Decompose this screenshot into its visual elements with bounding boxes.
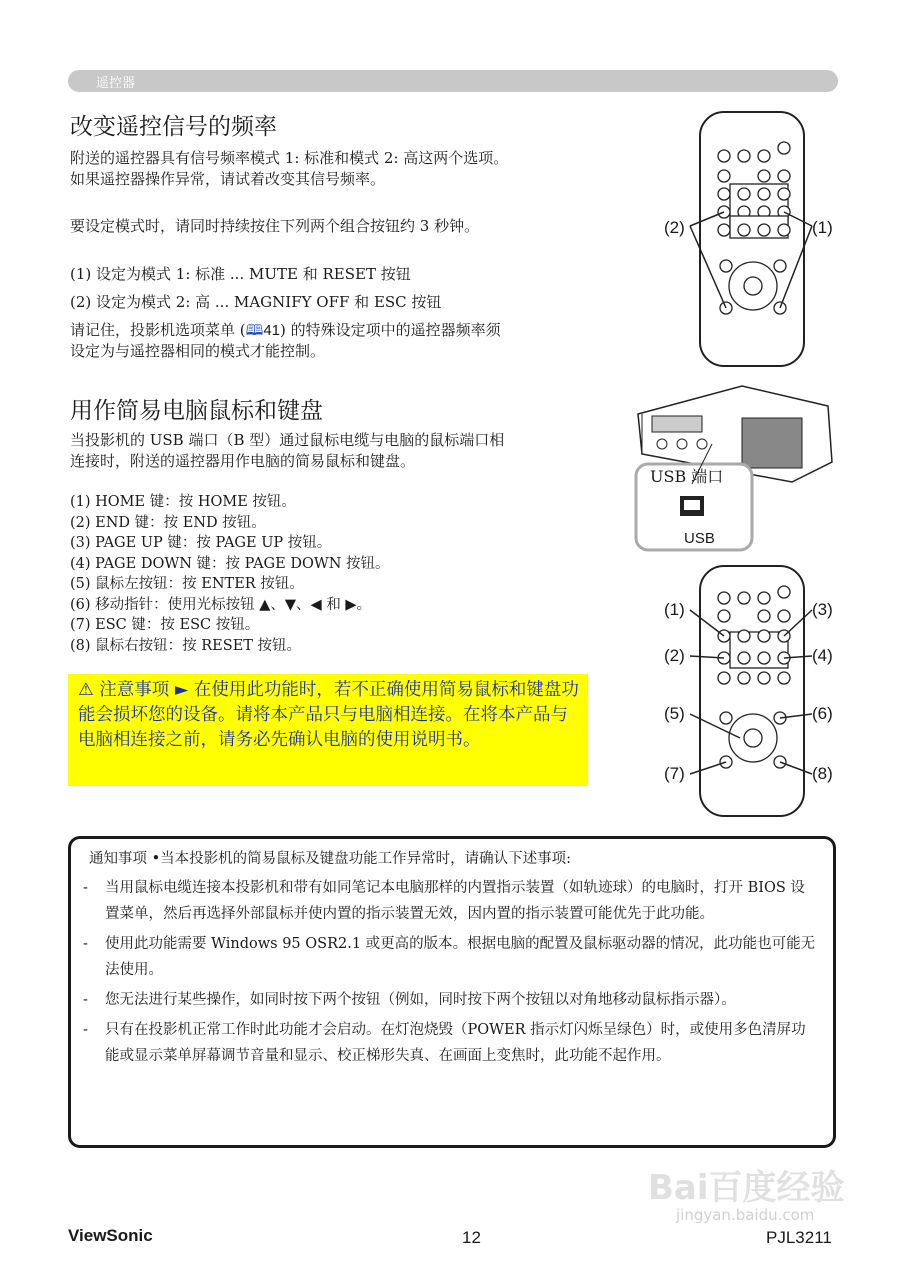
list-item: (2) END 键：按 END 按钮。 [70,514,266,531]
page-reference-link[interactable]: 41 [263,322,280,339]
section1-paragraph1: 附送的遥控器具有信号频率模式 1: 标准和模式 2: 高这两个选项。如果遥控器操作异常，请试着改变其信号频率。 [70,149,509,188]
book-icon: 🕮 [245,321,264,339]
notice-title: 通知事项 •当本投影机的简易鼠标及键盘功能工作异常时，请确认下述事项: [89,851,572,867]
section1-title: 改变遥控信号的频率 [70,114,277,140]
notice-item: - 使用此功能需要 Windows 95 OSR2.1 或更高的版本。根据电脑的配置及鼠标驱动器的情况，此功能也可能无法使用。 [83,936,816,978]
baidu-watermark-logo: Bai百度经验 [648,1168,845,1208]
footer-page-number: 12 [462,1228,481,1247]
usb-label: USB [684,530,715,547]
list-item: (8) 鼠标右按钮：按 RESET 按钮。 [70,637,302,654]
notice-item: - 只有在投影机正常工作时此功能才会启动。在灯泡烧毁（POWER 指示灯闪烁呈绿色）时，或使用多色清屏功能或显示菜单屏幕调节音量和显示、校正梯形失真、在画面上变焦时，此功能不起作用。 [83,1022,806,1064]
remote2-label: (3) [812,600,833,619]
remote2-label: (4) [812,646,833,665]
paragraph3-text-a: 请记住，投影机选项菜单 ( [70,321,246,339]
section2-title: 用作简易电脑鼠标和键盘 [70,398,323,424]
section2-paragraph1: 当投影机的 USB 端口（B 型）通过鼠标电缆与电脑的鼠标端口相连接时，附送的遥控器用作电脑的简易鼠标和键盘。 [70,431,505,470]
section1-paragraph3 [70,320,510,362]
list-item: (7) ESC 键：按 ESC 按钮。 [70,617,260,633]
remote2-label: (7) [664,764,685,783]
notice-items [83,875,817,1073]
list-item: (4) PAGE DOWN 键：按 PAGE DOWN 按钮。 [70,555,390,572]
section-header-bar [68,70,838,92]
remote2-label: (6) [812,704,833,723]
notice-item: - 您无法进行某些操作，如同时按下两个按钮（例如，同时按下两个按钮以对角地移动鼠标指示器）。 [83,992,736,1008]
caution-text: ⚠ 注意事项 ► 在使用此功能时，若不正确使用简易鼠标和键盘功能会损坏您的设备。请将本产品只与电脑相连接。在将本产品与电脑相连接之前，请务必先确认电脑的使用说明书。 [78,680,579,750]
remote2-label: (5) [664,704,685,723]
remote2-label: (2) [664,646,685,665]
notice-item: - 当用鼠标电缆连接本投影机和带有如同笔记本电脑那样的内置指示装置（如轨迹球）的电脑时，打开 BIOS 设置菜单，然后再选择外部鼠标并使内置的指示装置无效，因内置的指示装置可能优先于此功能。 [83,880,805,922]
paragraph3-text-b: ) 的特殊设定项中的遥控器频率须设定为与遥控器相同的模式才能控制。 [70,321,501,360]
remote-control-figure-1 [660,108,840,370]
remote1-label-left: (2) [664,218,685,237]
section1-mode2: (2) 设定为模式 2: 高 ... MAGNIFY OFF 和 ESC 按钮 [70,293,442,311]
footer-brand: ViewSonic [68,1226,153,1245]
list-item: (6) 移动指针：使用光标按钮 ▲、▼、◀ 和 ▶。 [70,596,372,613]
usb-port-label: USB 端口 [650,467,724,486]
list-item: (5) 鼠标左按钮：按 ENTER 按钮。 [70,576,304,592]
section1-mode1: (1) 设定为模式 1: 标准 ... MUTE 和 RESET 按钮 [70,265,411,283]
remote2-label: (1) [664,600,685,619]
notice-box [68,836,836,1148]
footer-model: PJL3211 [766,1228,832,1247]
section1-paragraph2: 要设定模式时，请同时持续按住下列两个组合按钮约 3 秒钟。 [70,217,480,235]
caution-box [68,674,588,786]
list-item: (3) PAGE UP 键：按 PAGE UP 按钮。 [70,535,332,551]
section-header-label: 遥控器 [96,76,136,91]
section2-key-list [70,492,540,656]
list-item: (1) HOME 键：按 HOME 按钮。 [70,494,296,510]
remote2-label: (8) [812,764,833,783]
baidu-watermark-url: jingyan.baidu.com [676,1206,815,1224]
remote1-label-right: (1) [812,218,833,237]
